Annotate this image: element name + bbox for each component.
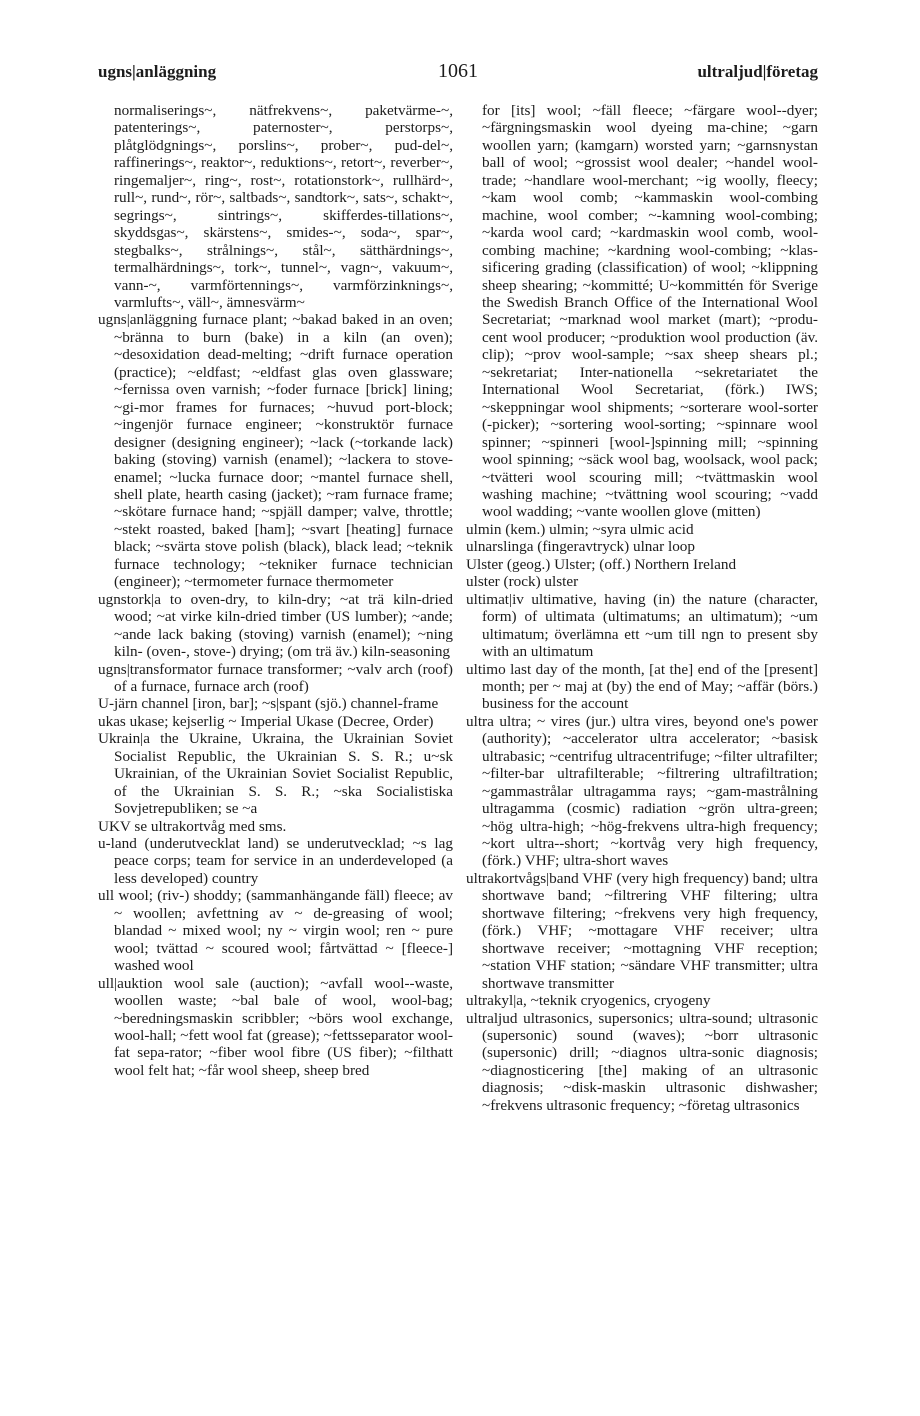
dictionary-entry: ultimo last day of the month, [at the] end of the [present] month; per ~ maj at (by) the end of May; ~affär (börs.) business for the account — [466, 660, 818, 713]
dictionary-entry: ugnstork|a to oven-dry, to kiln-dry; ~at trä kiln-dried wood; ~at virke kiln-dried timber (US lumber); ~ande; ~ande lack baking (stoving) varnish (enamel); ~ning kiln- (oven-, stove-) drying; (om trä äv.) kiln-seasoning — [98, 590, 453, 661]
dictionary-entry: u-land (underutvecklat land) se underutvecklad; ~s lag peace corps; team for service in an underdeveloped (a less developed) country — [98, 835, 453, 887]
dictionary-entry: UKV se ultrakortvåg med sms. — [98, 817, 287, 835]
dictionary-entry: ulnarslinga (fingeravtryck) ulnar loop — [466, 538, 695, 556]
dictionary-entry: ultra ultra; ~ vires (jur.) ultra vires, beyond one's power (authority); ~accelerator ultra accelerator; ~basisk ultrabasic; ~centrifug ultracentrifuge; ~filter ultrafilter; ~filter-bar ultrafilterable; ~filtrering ultrafiltration; ~gammastrålar ultragamma rays; ~gam-mastrålning ultragamma (cosmic) radiation ~grön ultra-green; ~hög ultra-high; ~hög-frekvens ultra-high frequency; ~kort ultra--short; ~kortvåg very high frequency, (förk.) VHF; ultra-short waves — [466, 712, 818, 870]
dictionary-entry: Ulster (geog.) Ulster; (off.) Northern Ireland — [466, 555, 737, 573]
dictionary-entry: ukas ukase; kejserlig ~ Imperial Ukase (Decree, Order) — [98, 712, 434, 730]
dictionary-entry: U-järn channel [iron, bar]; ~s|spant (sjö.) channel-frame — [98, 695, 439, 713]
left-running-headword: ugns|anläggning — [98, 62, 217, 81]
dictionary-entry: Ukrain|a the Ukraine, Ukraina, the Ukrainian Soviet Socialist Republic, the Ukrainian S. S. R.; u~sk Ukrainian, of the Ukrainian Soviet Socialist Republic, of the Ukrainian S. S. R.; ~ska Socialistiska Sovjetrepubliken; se ~a — [98, 730, 453, 818]
dictionary-entry: ull|auktion wool sale (auction); ~avfall wool--waste, woollen waste; ~bal bale of wool, wool-bag; ~beredningsmaskin scribbler; ~börs wool exchange, wool-hall; ~fett wool fat (grease); ~fettsseparator wool-fat sepa-rator; ~fiber wool fibre (US fiber); ~filthatt wool felt hat; ~får wool sheep, sheep bred — [98, 974, 453, 1079]
page-number: 1061 — [438, 60, 478, 82]
dictionary-entry: ulster (rock) ulster — [466, 573, 579, 591]
left-column — [98, 102, 453, 1079]
dictionary-entry: ugns|transformator furnace transformer; ~valv arch (roof) of a furnace, furnace arch (roof) — [98, 660, 453, 695]
dictionary-entry: ulmin (kem.) ulmin; ~syra ulmic acid — [466, 520, 694, 538]
dictionary-entry: ugns|anläggning furnace plant; ~bakad baked in an oven; ~bränna to burn (bake) in a kiln (an oven); ~desoxidation dead-melting; ~drift furnace operation (practice); ~eldfast; ~eldfast glas oven glassware; ~fernissa oven varnish; ~foder furnace [brick] lining; ~gi-mor frames for furnaces; ~huvud port-block; ~ingenjör furnace engineer; ~konstruktör furnace designer (designing engineer); ~lack (~torkande lack) baking (stoving) varnish (enamel); ~lackera to stove-enamel; ~lucka furnace door; ~mantel furnace shell, shell plate, hearth casing (jacket); ~ram furnace frame; ~skötare furnace hand; ~spjäll damper; valve, throttle; ~stekt roasted, baked [ham]; ~svart [heating] furnace black; ~svärta stove polish (black), black lead; ~teknik furnace technology; ~tekniker furnace technician (engineer); ~termometer furnace thermometer — [98, 311, 453, 591]
right-column — [466, 102, 818, 1114]
page-header — [98, 60, 818, 86]
dictionary-entry: ull wool; (riv-) shoddy; (sammanhängande fäll) fleece; av ~ woollen; avfettning av ~ de-greasing of wool; blandad ~ mixed wool; ny ~ virgin wool; ren ~ pure wool; tvättad ~ scoured wool; fårtvättad ~ [fleece-] washed wool — [98, 887, 453, 975]
dictionary-entry: ultimat|iv ultimative, having (in) the nature (character, form) of ultimata (ultimatums; an ultimatum); ~um ultimatum; överlämna ett ~um till ngn to present sby with an ultimatum — [466, 590, 818, 661]
dictionary-entry: ultrakortvågs|band VHF (very high frequency) band; ultra shortwave band; ~filtrering VHF filtering; ultra shortwave filtering; ~frekvens very high frequency, (förk.) VHF; ~mottagare VHF receiver; ultra shortwave receiver; ~mottagning VHF reception; ~station VHF station; ~sändare VHF transmitter; ultra shortwave transmitter — [466, 869, 818, 992]
right-running-headword: ultraljud|företag — [697, 62, 818, 81]
dictionary-entry: ultraljud ultrasonics, supersonics; ultra-sound; ultrasonic (supersonic) sound (waves); ~borr ultrasonic (supersonic) drill; ~diagnos ultra-sonic diagnosis; ~diagnosticering [the] making of an ultrasonic diagnosis; ~disk-maskin ultrasonic dishwasher; ~frekvens ultrasonic frequency; ~företag ultrasonics — [466, 1009, 818, 1114]
entry-continuation: normaliserings~, nätfrekvens~, paketvärme-~, patenterings~, paternoster~, perstorps~, plåtglödgnings~, porslins~, prober~, pud-del~, raffinerings~, reaktor~, reduktions~, retort~, reverber~, ringemaljer~, ring~, rost~, rotationstork~, rullhärd~, rull~, rund~, rör~, saltbads~, sandtork~, sats~, schakt~, segrings~, sintrings~, skifferdes-tillations~, skyddsgas~, skärstens~, smides-~, soda~, spar~, stegbalks~, strålnings~, stål~, sätthärdnings~, termalhärdnings~, tork~, tunnel~, vagn~, vakuum~, vann-~, varmförtennings~, varmförzinknings~, varmlufts~, väll~, ämnesvärm~ — [114, 102, 453, 311]
dictionary-entry: ultrakyl|a, ~teknik cryogenics, cryogeny — [466, 992, 711, 1010]
entry-continuation: for [its] wool; ~fäll fleece; ~färgare wool--dyer; ~färgningsmaskin wool dyeing ma-chine; ~garn woollen yarn; (kamgarn) worsted yarn; ~garnsnystan ball of wool; ~grossist wool dealer; ~handel wool-trade; ~handlare wool-merchant; ~ig woolly, fleecy; ~kam wool comb; ~kammaskin wool-combing machine, wool comber; ~-kamning wool-combing; ~karda wool card; ~kardmaskin wool comb, wool-combing machine; ~kardning wool-combing; ~klas-sificering grading (classification) of wool; ~klippning sheep shearing; ~kommitté; U~kommittén för Sverige the Swedish Branch Office of the International Wool Secretariat; ~marknad wool market (mart); ~produ-cent wool producer; ~produktion wool production (äv. clip); ~prov wool-sample; ~sax sheep shears pl.; ~sekretariat; Inter-nationella ~sekretariatet the International Wool Secretariat, (förk.) IWS; ~skeppningar wool shipments; ~sorterare wool-sorter (-picker); ~sortering wool-sorting; ~spinnare wool spinner; ~spinneri [wool-]spinning mill; ~spinning wool spinning; ~säck wool bag, woolsack, wool pack; ~tvätteri wool scouring mill; ~tvättmaskin wool washing machine; ~tvättning wool scouring; ~vadd wool wadding; ~vante woollen glove (mitten) — [482, 102, 818, 521]
